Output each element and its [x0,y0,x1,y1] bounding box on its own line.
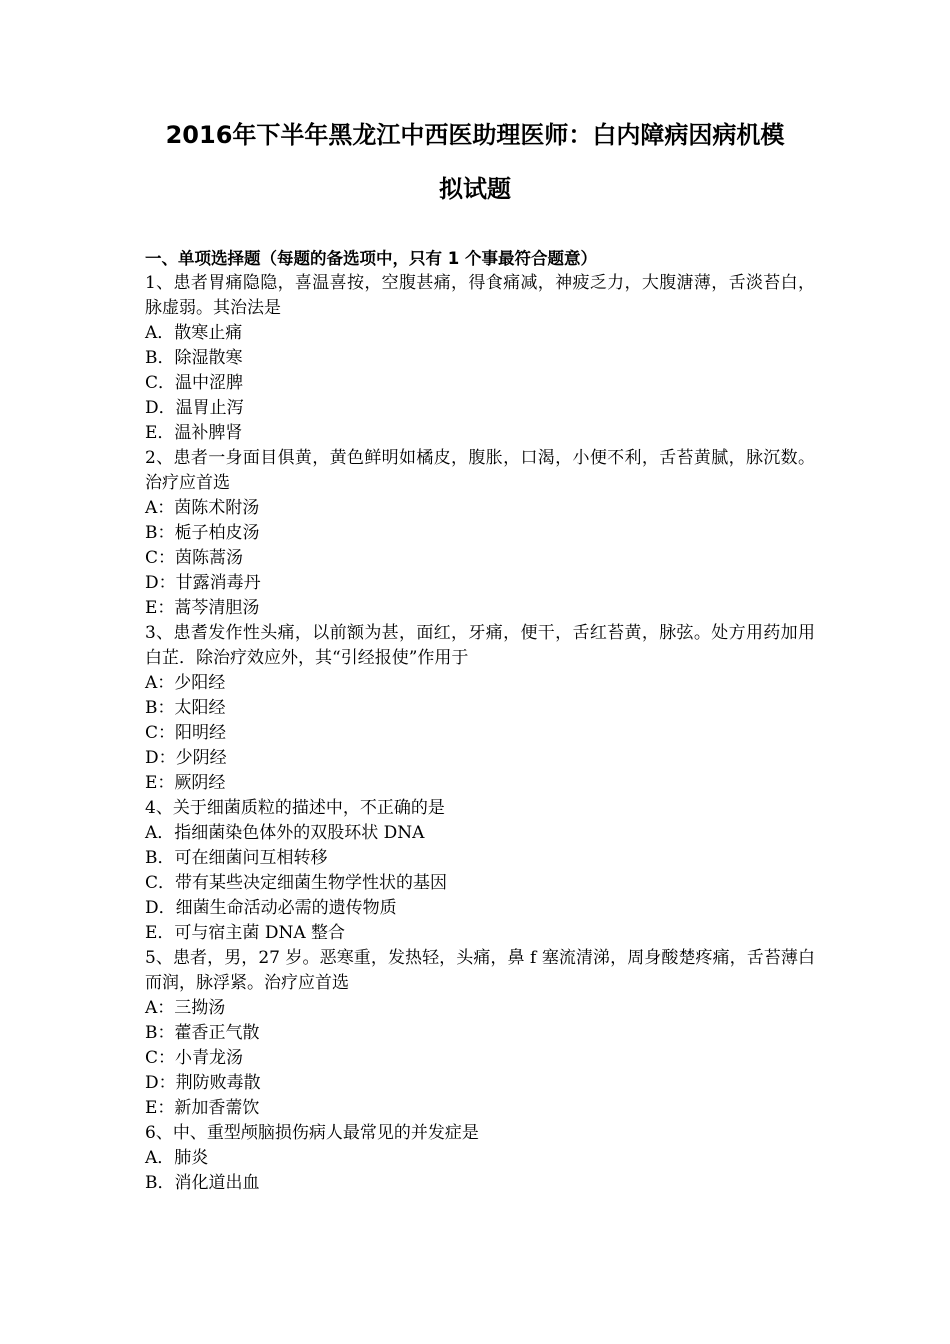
option-c: C：阳明经 [145,723,227,743]
option-b: B．消化道出血 [145,1173,260,1193]
option-a: A：少阳经 [145,673,226,693]
question-6 [145,1121,815,1196]
option-b: B：栀子柏皮汤 [145,523,260,543]
document-title-line-1: 2016年下半年黑龙江中西医助理医师：白内障病因病机模 [165,121,785,149]
option-c: C：茵陈蒿汤 [145,548,244,568]
option-d: D．细菌生命活动必需的遗传物质 [145,898,397,918]
option-a: A：三拗汤 [145,998,226,1018]
question-text: 3、患耆发作性头痛，以前额为甚，面红，牙痛，便干，舌红苔黄，脉弦。处方用药加用白芷．除治疗效应外，其“引经报使”作用于 [145,623,815,668]
option-e: E：蒿芩清胆汤 [145,598,260,618]
question-1 [145,271,815,446]
question-4 [145,796,815,946]
question-2 [145,446,815,621]
option-b: B．可在细菌问互相转移 [145,848,328,868]
option-a: A．指细菌染色体外的双股环状 DNA [145,823,425,843]
option-a: A．散寒止痛 [145,323,243,343]
option-c: C．温中涩脾 [145,373,244,393]
question-text: 5、患者，男，27 岁。恶寒重，发热轻，头痛，鼻 f 塞流清涕，周身酸楚疼痛，舌苔薄白而润，脉浮紧。治疗应首选 [145,948,815,993]
option-d: D：甘露消毒丹 [145,573,261,593]
document-body [145,246,815,1196]
question-text: 6、中、重型颅脑损伤病人最常见的并发症是 [145,1123,479,1143]
option-d: D．温胃止泻 [145,398,244,418]
option-e: E．可与宿主菌 DNA 整合 [145,923,345,943]
question-text: 1、患者胃痛隐隐，喜温喜按，空腹甚痛，得食痛减，神疲乏力，大腹溏薄，舌淡苔白，脉虚弱。其治法是 [145,273,815,318]
option-d: D：荆防败毒散 [145,1073,261,1093]
option-b: B：太阳经 [145,698,226,718]
document-title-line-2: 拟试题 [439,175,511,203]
option-b: B：藿香正气散 [145,1023,260,1043]
question-3 [145,621,815,796]
option-d: D：少阴经 [145,748,227,768]
option-e: E．温补脾肾 [145,423,243,443]
option-b: B．除湿散寒 [145,348,243,368]
section-heading: 一、单项选择题（每题的备选项中，只有 1 个事最符合题意） [145,249,597,268]
question-text: 4、关于细菌质粒的描述中，不正确的是 [145,798,445,818]
option-e: E：厥阴经 [145,773,226,793]
option-c: C．带有某些决定细菌生物学性状的基因 [145,873,448,893]
option-a: A．肺炎 [145,1148,209,1168]
question-text: 2、患者一身面目俱黄，黄色鲜明如橘皮，腹胀，口渴，小便不利，舌苔黄腻，脉沉数。治疗应首选 [145,448,815,493]
option-e: E：新加香薷饮 [145,1098,260,1118]
question-5 [145,946,815,1121]
option-c: C：小青龙汤 [145,1048,244,1068]
option-a: A：茵陈术附汤 [145,498,260,518]
